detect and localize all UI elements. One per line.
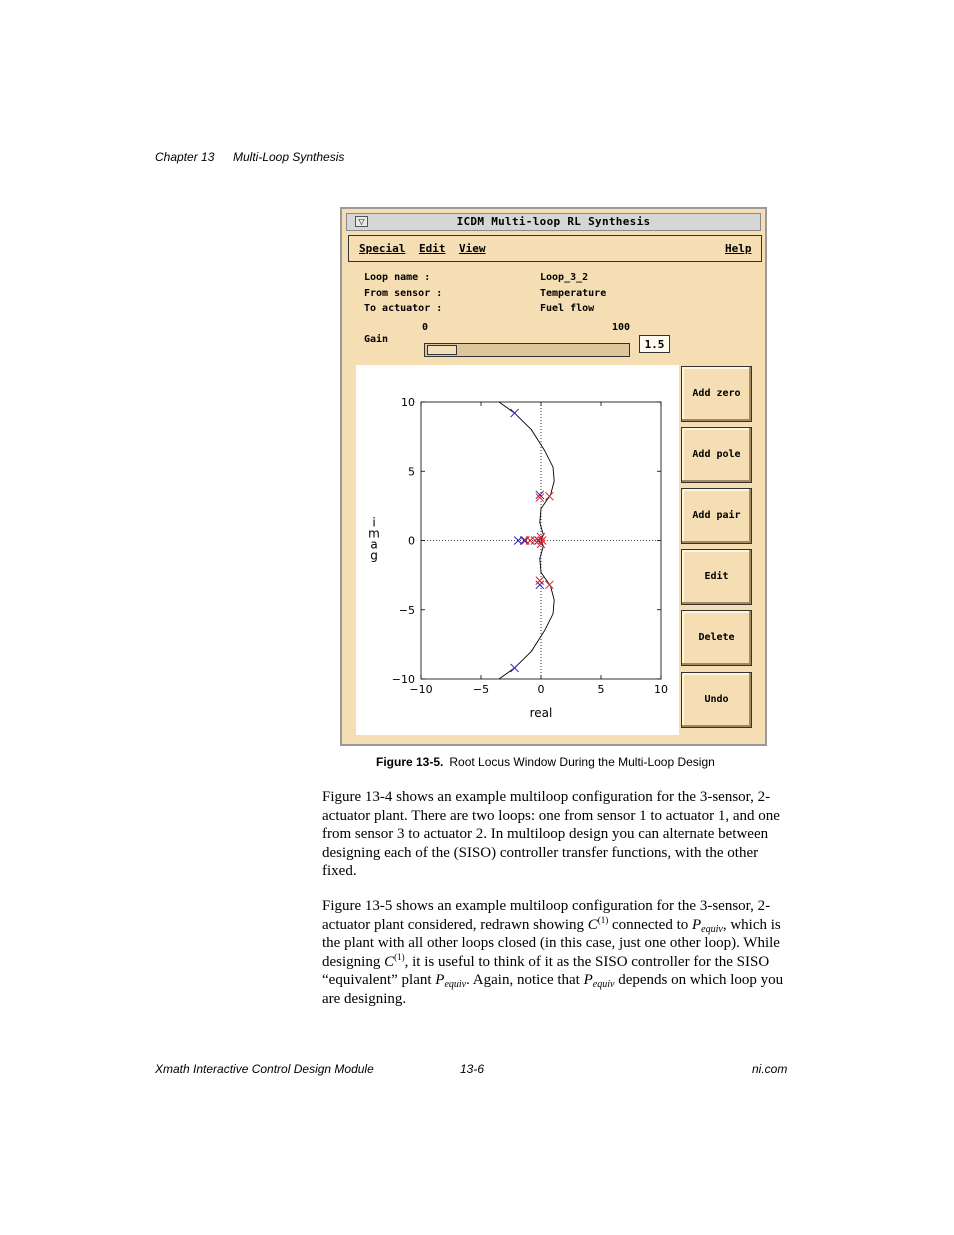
menu-special-label: Special xyxy=(359,242,406,255)
paragraph-1: Figure 13-4 shows an example multiloop configuration for the 3-sensor, 2-actuator plant. There are two loops: one from sensor 1 to actuator 1, and one from sensor 3 to actuator 2. In multiloop design you can alternate between designing each of the (SISO) controller transfer functions, with the other fixed. xyxy=(322,789,780,880)
root-locus-plot-area[interactable] xyxy=(356,365,679,735)
x-tick-label: 0 xyxy=(537,683,545,696)
menu-view-label: View xyxy=(459,242,486,255)
from-sensor-value: Temperature xyxy=(540,288,607,299)
p2-text-5: . Again, notice that xyxy=(466,972,584,989)
c-superscript-2: (1) xyxy=(394,951,405,962)
p2-text-4: , it is useful to think of it as the SISO controller for the SISO “equivalent” plant xyxy=(322,953,770,989)
p-subscript-2: equiv xyxy=(444,979,467,991)
add-zero-button[interactable]: Add zero xyxy=(681,366,752,422)
footer-site: ni.com xyxy=(752,1062,788,1076)
footer-title: Xmath Interactive Control Design Module xyxy=(155,1062,374,1076)
gain-value-field[interactable]: 1.5 xyxy=(639,335,670,353)
figure-caption xyxy=(376,755,715,769)
p-symbol-2: P xyxy=(435,972,445,989)
p-symbol-3: P xyxy=(583,972,593,989)
loop-name-label: Loop name : xyxy=(364,272,431,283)
edit-button[interactable]: Edit xyxy=(681,549,752,605)
window-title: ICDM Multi-loop RL Synthesis xyxy=(456,215,651,228)
y-axis-label-char: g xyxy=(370,548,378,563)
gain-slider[interactable] xyxy=(424,343,630,357)
figure-label: Figure 13-5. xyxy=(376,755,444,769)
add-pair-button[interactable]: Add pair xyxy=(681,488,752,544)
p-symbol: P xyxy=(691,916,702,933)
chapter-number: Chapter 13 xyxy=(155,150,215,164)
gain-min-label: 0 xyxy=(422,322,429,333)
title-bar[interactable] xyxy=(346,213,761,231)
figure-text: Root Locus Window During the Multi-Loop Design xyxy=(449,755,715,769)
window-menu-button[interactable]: ▽ xyxy=(355,216,368,227)
y-axis-label-char: a xyxy=(370,537,378,552)
p2-text-3: , which is the plant with all other loops closed (in this case, just one other loop). While designing xyxy=(322,916,781,970)
y-tick-label: −10 xyxy=(391,673,415,686)
y-axis-label-char: m xyxy=(368,526,380,541)
p-subscript: equiv xyxy=(701,923,723,935)
x-tick-label: −5 xyxy=(472,683,490,696)
x-axis-label: real xyxy=(529,706,553,720)
menu-help[interactable] xyxy=(725,242,752,255)
menu-special[interactable] xyxy=(359,242,405,255)
paragraph-2 xyxy=(322,897,792,1009)
delete-button[interactable]: Delete xyxy=(681,610,752,666)
chapter-title: Multi-Loop Synthesis xyxy=(233,150,345,164)
c-superscript: (1) xyxy=(597,914,609,925)
menu-bar xyxy=(348,235,762,262)
to-actuator-label: To actuator : xyxy=(364,303,443,314)
y-tick-label: 0 xyxy=(408,534,415,548)
y-tick-label: −5 xyxy=(398,603,415,617)
footer-page: 13-6 xyxy=(460,1062,485,1076)
gain-label: Gain xyxy=(364,334,389,345)
y-axis-label-char: i xyxy=(372,515,376,530)
x-tick-label: −10 xyxy=(409,683,433,696)
undo-button[interactable]: Undo xyxy=(681,672,752,728)
gain-max-label: 100 xyxy=(612,322,631,333)
menu-edit[interactable] xyxy=(419,242,446,255)
loop-name-value: Loop_3_2 xyxy=(540,272,589,283)
p2-text-1: Figure 13-5 shows an example multiloop configuration for the 3-sensor, 2-actuator plant considered, redrawn showing xyxy=(322,898,771,933)
from-sensor-label: From sensor : xyxy=(364,288,443,299)
x-tick-label: 10 xyxy=(654,683,668,696)
menu-edit-label: Edit xyxy=(419,242,446,255)
add-pole-button[interactable]: Add pole xyxy=(681,427,752,483)
menu-view[interactable] xyxy=(459,242,486,255)
x-tick-label: 5 xyxy=(597,683,605,696)
c-symbol-2: C xyxy=(384,953,395,970)
c-symbol: C xyxy=(587,916,598,933)
menu-help-label: Help xyxy=(725,242,752,255)
to-actuator-value: Fuel flow xyxy=(540,303,595,314)
y-tick-label: 5 xyxy=(408,465,415,479)
root-locus-chart xyxy=(356,365,679,735)
p2-text-6: depends on which loop you are designing. xyxy=(322,972,784,1007)
p-subscript-3: equiv xyxy=(592,979,615,991)
rl-synthesis-window xyxy=(340,207,767,746)
gain-slider-thumb[interactable] xyxy=(427,345,457,355)
y-tick-label: 10 xyxy=(401,396,415,409)
p2-text-2: connected to xyxy=(608,916,692,933)
